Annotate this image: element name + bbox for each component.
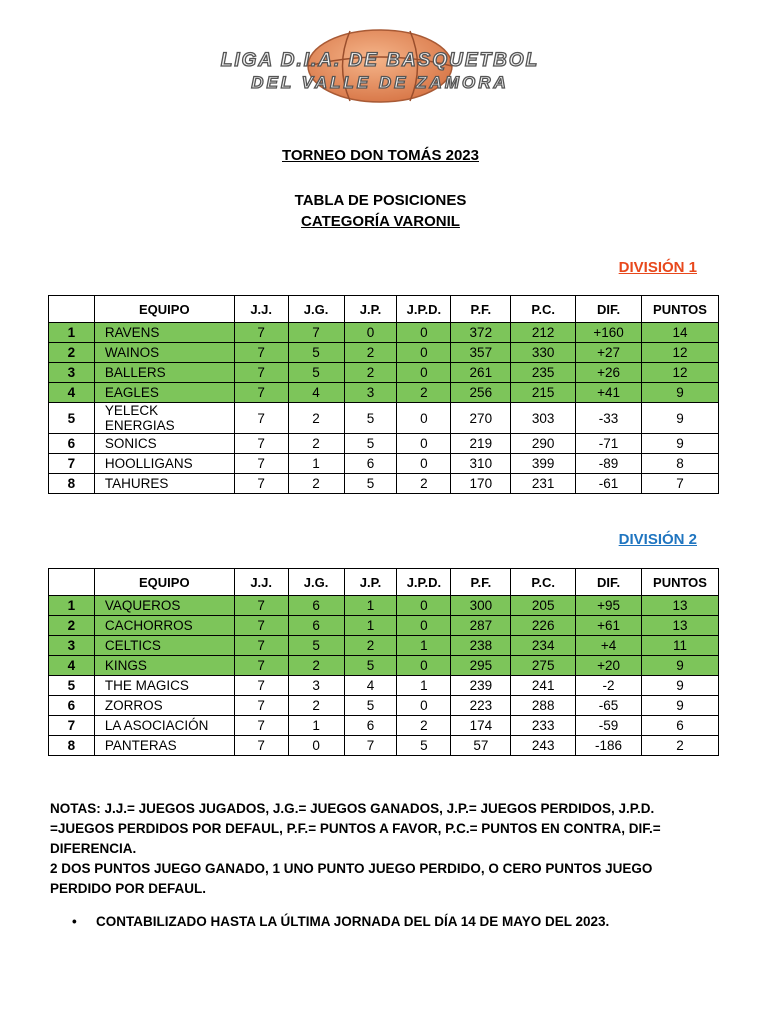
stat-cell: 0 bbox=[397, 434, 451, 454]
stat-cell: 13 bbox=[642, 616, 719, 636]
stat-cell: 5 bbox=[344, 696, 397, 716]
stat-cell: 330 bbox=[511, 343, 576, 363]
stat-cell: 357 bbox=[451, 343, 511, 363]
stat-cell: 9 bbox=[642, 383, 719, 403]
stat-cell: 205 bbox=[511, 596, 576, 616]
team-name-cell: TAHURES bbox=[94, 474, 234, 494]
table-row bbox=[49, 596, 719, 616]
column-header: P.F. bbox=[451, 296, 511, 323]
team-name-cell: CELTICS bbox=[94, 636, 234, 656]
stat-cell: 2 bbox=[288, 696, 344, 716]
logo-line2: DEL VALLE DE ZAMORA bbox=[251, 73, 509, 92]
stat-cell: +41 bbox=[576, 383, 642, 403]
column-header: P.F. bbox=[451, 569, 511, 596]
column-header: J.G. bbox=[288, 296, 344, 323]
column-header: P.C. bbox=[511, 569, 576, 596]
stat-cell: 7 bbox=[234, 736, 288, 756]
stat-cell: 7 bbox=[234, 656, 288, 676]
stat-cell: 2 bbox=[397, 383, 451, 403]
notes bbox=[50, 799, 710, 899]
stat-cell: 0 bbox=[288, 736, 344, 756]
stat-cell: 5 bbox=[397, 736, 451, 756]
team-name-cell: LA ASOCIACIÓN bbox=[94, 716, 234, 736]
team-name-cell: EAGLES bbox=[94, 383, 234, 403]
table-title: TABLA DE POSICIONES bbox=[294, 192, 467, 209]
stat-cell: 0 bbox=[397, 696, 451, 716]
stat-cell: 0 bbox=[397, 403, 451, 434]
stat-cell: 1 bbox=[288, 454, 344, 474]
stat-cell: 6 bbox=[344, 454, 397, 474]
position-cell: 3 bbox=[49, 363, 95, 383]
team-name-cell: PANTERAS bbox=[94, 736, 234, 756]
footer-text: CONTABILIZADO HASTA LA ÚLTIMA JORNADA DEL DÍA 14 DE MAYO DEL 2023. bbox=[96, 914, 610, 929]
stat-cell: 7 bbox=[288, 323, 344, 343]
stat-cell: 7 bbox=[234, 434, 288, 454]
stat-cell: 212 bbox=[511, 323, 576, 343]
team-name-cell: THE MAGICS bbox=[94, 676, 234, 696]
division-1-table bbox=[48, 295, 719, 494]
column-header: J.P. bbox=[344, 296, 397, 323]
stat-cell: 7 bbox=[642, 474, 719, 494]
table-row bbox=[49, 403, 719, 434]
position-cell: 8 bbox=[49, 474, 95, 494]
stat-cell: 275 bbox=[511, 656, 576, 676]
stat-cell: 9 bbox=[642, 696, 719, 716]
stat-cell: +61 bbox=[576, 616, 642, 636]
stat-cell: 372 bbox=[451, 323, 511, 343]
stat-cell: 0 bbox=[397, 656, 451, 676]
stat-cell: 300 bbox=[451, 596, 511, 616]
column-header: PUNTOS bbox=[642, 569, 719, 596]
stat-cell: -61 bbox=[576, 474, 642, 494]
stat-cell: 5 bbox=[288, 363, 344, 383]
column-header: J.J. bbox=[234, 569, 288, 596]
stat-cell: 261 bbox=[451, 363, 511, 383]
stat-cell: 12 bbox=[642, 363, 719, 383]
stat-cell: 5 bbox=[344, 434, 397, 454]
stat-cell: 0 bbox=[397, 454, 451, 474]
position-cell: 8 bbox=[49, 736, 95, 756]
stat-cell: +20 bbox=[576, 656, 642, 676]
stat-cell: 1 bbox=[288, 716, 344, 736]
position-cell: 4 bbox=[49, 383, 95, 403]
column-header: EQUIPO bbox=[94, 569, 234, 596]
team-name-cell: SONICS bbox=[94, 434, 234, 454]
team-name-cell: RAVENS bbox=[94, 323, 234, 343]
stat-cell: 238 bbox=[451, 636, 511, 656]
stat-cell: 231 bbox=[511, 474, 576, 494]
stat-cell: 14 bbox=[642, 323, 719, 343]
table-row bbox=[49, 716, 719, 736]
team-name-cell: YELECK ENERGIAS bbox=[94, 403, 234, 434]
stat-cell: 310 bbox=[451, 454, 511, 474]
stat-cell: 6 bbox=[288, 616, 344, 636]
stat-cell: 7 bbox=[234, 323, 288, 343]
stat-cell: 0 bbox=[344, 323, 397, 343]
stat-cell: 288 bbox=[511, 696, 576, 716]
stat-cell: 7 bbox=[234, 363, 288, 383]
stat-cell: 7 bbox=[234, 636, 288, 656]
column-header: J.P.D. bbox=[397, 569, 451, 596]
table-row bbox=[49, 343, 719, 363]
stat-cell: -89 bbox=[576, 454, 642, 474]
category-title: CATEGORÍA VARONIL bbox=[301, 213, 460, 230]
stat-cell: 287 bbox=[451, 616, 511, 636]
stat-cell: 7 bbox=[234, 474, 288, 494]
stat-cell: 9 bbox=[642, 656, 719, 676]
position-cell: 5 bbox=[49, 676, 95, 696]
stat-cell: 7 bbox=[234, 383, 288, 403]
stat-cell: 2 bbox=[288, 434, 344, 454]
footer-bullet bbox=[72, 914, 712, 929]
stat-cell: 9 bbox=[642, 676, 719, 696]
column-header: DIF. bbox=[576, 569, 642, 596]
stat-cell: 3 bbox=[344, 383, 397, 403]
team-name-cell: WAINOS bbox=[94, 343, 234, 363]
stat-cell: +95 bbox=[576, 596, 642, 616]
stat-cell: 243 bbox=[511, 736, 576, 756]
stat-cell: 0 bbox=[397, 323, 451, 343]
stat-cell: 13 bbox=[642, 596, 719, 616]
stat-cell: 57 bbox=[451, 736, 511, 756]
stat-cell: 7 bbox=[234, 676, 288, 696]
table-row bbox=[49, 696, 719, 716]
position-cell: 7 bbox=[49, 716, 95, 736]
stat-cell: 2 bbox=[288, 403, 344, 434]
stat-cell: 295 bbox=[451, 656, 511, 676]
stat-cell: 219 bbox=[451, 434, 511, 454]
stat-cell: 7 bbox=[234, 343, 288, 363]
stat-cell: 7 bbox=[234, 403, 288, 434]
table-row bbox=[49, 474, 719, 494]
position-cell: 2 bbox=[49, 343, 95, 363]
column-header: DIF. bbox=[576, 296, 642, 323]
league-logo bbox=[200, 28, 560, 108]
stat-cell: 5 bbox=[288, 636, 344, 656]
position-cell: 5 bbox=[49, 403, 95, 434]
stat-cell: 0 bbox=[397, 363, 451, 383]
division-2-table bbox=[48, 568, 719, 756]
stat-cell: 270 bbox=[451, 403, 511, 434]
notes-abbreviations: NOTAS: J.J.= JUEGOS JUGADOS, J.G.= JUEGOS GANADOS, J.P.= JUEGOS PERDIDOS, J.P.D. =JUEGOS PERDIDOS POR DEFAUL, P.F.= PUNTOS A FAVOR, P.C.= PUNTOS EN CONTRA, DIF.= DIFERENCIA. bbox=[50, 801, 661, 856]
stat-cell: 7 bbox=[234, 596, 288, 616]
stat-cell: 5 bbox=[344, 474, 397, 494]
stat-cell: 256 bbox=[451, 383, 511, 403]
column-header bbox=[49, 569, 95, 596]
stat-cell: 6 bbox=[288, 596, 344, 616]
position-cell: 2 bbox=[49, 616, 95, 636]
column-header: P.C. bbox=[511, 296, 576, 323]
column-header: J.P. bbox=[344, 569, 397, 596]
stat-cell: 2 bbox=[397, 474, 451, 494]
stat-cell: 7 bbox=[344, 736, 397, 756]
stat-cell: +27 bbox=[576, 343, 642, 363]
stat-cell: +160 bbox=[576, 323, 642, 343]
column-header bbox=[49, 296, 95, 323]
logo-line1: LIGA D.I.A. DE BASQUETBOL bbox=[220, 50, 540, 71]
stat-cell: 5 bbox=[344, 656, 397, 676]
stat-cell: 12 bbox=[642, 343, 719, 363]
stat-cell: 7 bbox=[234, 616, 288, 636]
stat-cell: 234 bbox=[511, 636, 576, 656]
table-row bbox=[49, 636, 719, 656]
stat-cell: 215 bbox=[511, 383, 576, 403]
table-row bbox=[49, 656, 719, 676]
stat-cell: -71 bbox=[576, 434, 642, 454]
column-header: J.J. bbox=[234, 296, 288, 323]
position-cell: 4 bbox=[49, 656, 95, 676]
stat-cell: 2 bbox=[344, 343, 397, 363]
stat-cell: 235 bbox=[511, 363, 576, 383]
table-row bbox=[49, 454, 719, 474]
stat-cell: 0 bbox=[397, 343, 451, 363]
position-cell: 6 bbox=[49, 434, 95, 454]
stat-cell: 1 bbox=[397, 676, 451, 696]
stat-cell: -33 bbox=[576, 403, 642, 434]
stat-cell: 226 bbox=[511, 616, 576, 636]
stat-cell: 1 bbox=[344, 616, 397, 636]
stat-cell: 1 bbox=[397, 636, 451, 656]
stat-cell: 11 bbox=[642, 636, 719, 656]
stat-cell: 2 bbox=[642, 736, 719, 756]
division-2-label: DIVISIÓN 2 bbox=[618, 531, 697, 548]
stat-cell: 9 bbox=[642, 403, 719, 434]
team-name-cell: BALLERS bbox=[94, 363, 234, 383]
stat-cell: 7 bbox=[234, 716, 288, 736]
stat-cell: 1 bbox=[344, 596, 397, 616]
stat-cell: 303 bbox=[511, 403, 576, 434]
table-row bbox=[49, 383, 719, 403]
stat-cell: -186 bbox=[576, 736, 642, 756]
stat-cell: 233 bbox=[511, 716, 576, 736]
stat-cell: 2 bbox=[288, 656, 344, 676]
table-row bbox=[49, 736, 719, 756]
stat-cell: 6 bbox=[344, 716, 397, 736]
notes-points: 2 DOS PUNTOS JUEGO GANADO, 1 UNO PUNTO JUEGO PERDIDO, O CERO PUNTOS JUEGO PERDIDO POR DEFAUL. bbox=[50, 861, 653, 896]
stat-cell: 2 bbox=[397, 716, 451, 736]
stat-cell: 8 bbox=[642, 454, 719, 474]
stat-cell: 5 bbox=[344, 403, 397, 434]
team-name-cell: CACHORROS bbox=[94, 616, 234, 636]
stat-cell: 290 bbox=[511, 434, 576, 454]
table-row bbox=[49, 616, 719, 636]
stat-cell: 4 bbox=[288, 383, 344, 403]
column-header: J.G. bbox=[288, 569, 344, 596]
stat-cell: 174 bbox=[451, 716, 511, 736]
column-header: EQUIPO bbox=[94, 296, 234, 323]
division-1-label: DIVISIÓN 1 bbox=[618, 259, 697, 276]
stat-cell: 239 bbox=[451, 676, 511, 696]
bullet-icon: • bbox=[72, 914, 77, 929]
table-row bbox=[49, 676, 719, 696]
stat-cell: 7 bbox=[234, 696, 288, 716]
stat-cell: 6 bbox=[642, 716, 719, 736]
stat-cell: 0 bbox=[397, 596, 451, 616]
stat-cell: 5 bbox=[288, 343, 344, 363]
column-header: J.P.D. bbox=[397, 296, 451, 323]
position-cell: 6 bbox=[49, 696, 95, 716]
position-cell: 3 bbox=[49, 636, 95, 656]
stat-cell: 2 bbox=[288, 474, 344, 494]
stat-cell: 241 bbox=[511, 676, 576, 696]
stat-cell: 2 bbox=[344, 363, 397, 383]
stat-cell: 4 bbox=[344, 676, 397, 696]
team-name-cell: HOOLLIGANS bbox=[94, 454, 234, 474]
stat-cell: -65 bbox=[576, 696, 642, 716]
team-name-cell: ZORROS bbox=[94, 696, 234, 716]
stat-cell: 399 bbox=[511, 454, 576, 474]
team-name-cell: VAQUEROS bbox=[94, 596, 234, 616]
column-header: PUNTOS bbox=[642, 296, 719, 323]
table-row bbox=[49, 323, 719, 343]
stat-cell: 3 bbox=[288, 676, 344, 696]
stat-cell: 9 bbox=[642, 434, 719, 454]
stat-cell: 7 bbox=[234, 454, 288, 474]
stat-cell: 2 bbox=[344, 636, 397, 656]
stat-cell: -59 bbox=[576, 716, 642, 736]
position-cell: 1 bbox=[49, 323, 95, 343]
stat-cell: +26 bbox=[576, 363, 642, 383]
table-row bbox=[49, 434, 719, 454]
stat-cell: 223 bbox=[451, 696, 511, 716]
stat-cell: 0 bbox=[397, 616, 451, 636]
tournament-title: TORNEO DON TOMÁS 2023 bbox=[282, 147, 479, 164]
position-cell: 7 bbox=[49, 454, 95, 474]
table-header-row bbox=[49, 569, 719, 596]
stat-cell: -2 bbox=[576, 676, 642, 696]
table-row bbox=[49, 363, 719, 383]
stat-cell: +4 bbox=[576, 636, 642, 656]
stat-cell: 170 bbox=[451, 474, 511, 494]
table-header-row bbox=[49, 296, 719, 323]
position-cell: 1 bbox=[49, 596, 95, 616]
team-name-cell: KINGS bbox=[94, 656, 234, 676]
